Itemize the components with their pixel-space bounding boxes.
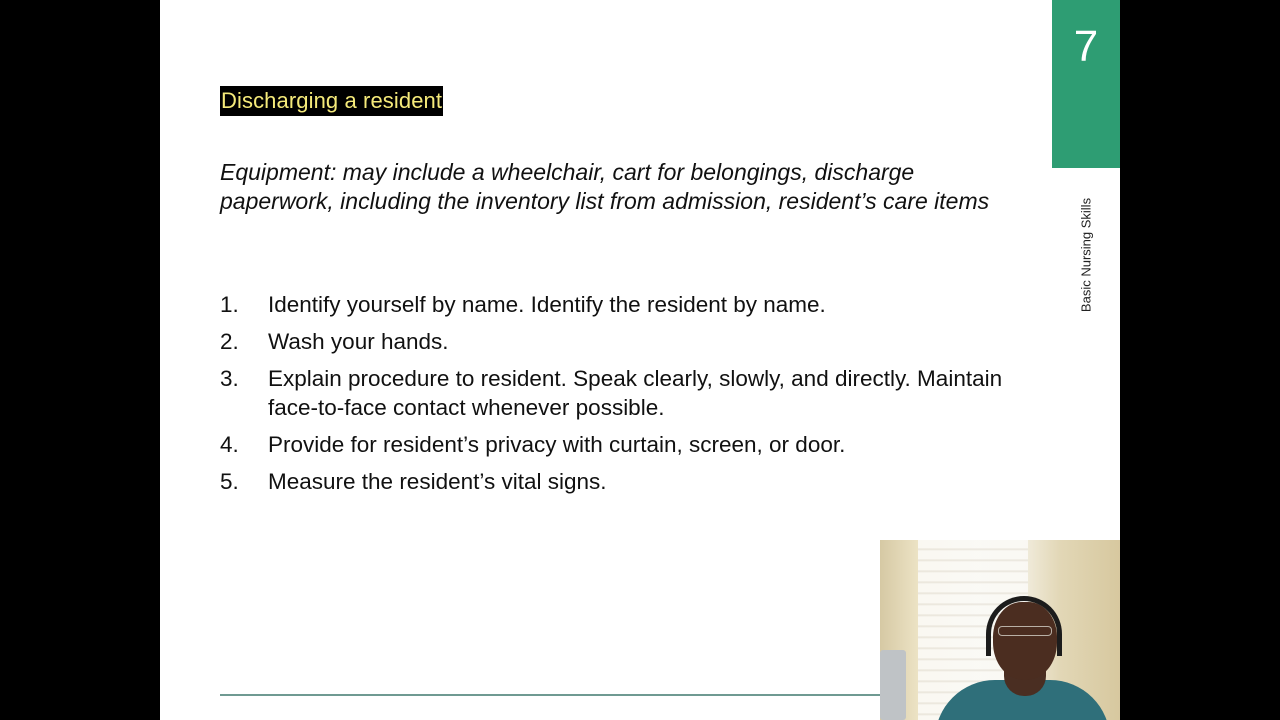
list-item <box>220 430 1020 459</box>
step-text: Provide for resident’s privacy with curtain, screen, or door. <box>268 432 846 457</box>
procedure-steps-list <box>220 290 1020 504</box>
list-item <box>220 327 1020 356</box>
list-item <box>220 467 1020 496</box>
step-number: 3. <box>220 366 239 391</box>
step-text: Identify yourself by name. Identify the resident by name. <box>268 292 826 317</box>
step-text: Measure the resident’s vital signs. <box>268 469 607 494</box>
step-number: 1. <box>220 292 239 317</box>
step-text: Wash your hands. <box>268 329 449 354</box>
slide-number-accent-bar <box>1052 0 1120 168</box>
step-number: 5. <box>220 469 239 494</box>
glasses-icon <box>998 626 1052 636</box>
background-sign <box>880 650 906 720</box>
slide-title: Discharging a resident <box>220 86 443 116</box>
list-item <box>220 290 1020 319</box>
footer-divider <box>220 694 940 696</box>
presenter-webcam-overlay <box>880 540 1120 720</box>
step-text: Explain procedure to resident. Speak clearly, slowly, and directly. Maintain face-to-face contact whenever possible. <box>268 366 1003 420</box>
step-number: 2. <box>220 329 239 354</box>
slide-number: 7 <box>1073 22 1099 71</box>
equipment-text: Equipment: may include a wheelchair, cart for belongings, discharge paperwork, including the inventory list from admission, resident’s care items <box>220 159 990 214</box>
list-item <box>220 364 1020 422</box>
section-label: Basic Nursing Skills <box>1078 197 1094 313</box>
step-number: 4. <box>220 432 239 457</box>
